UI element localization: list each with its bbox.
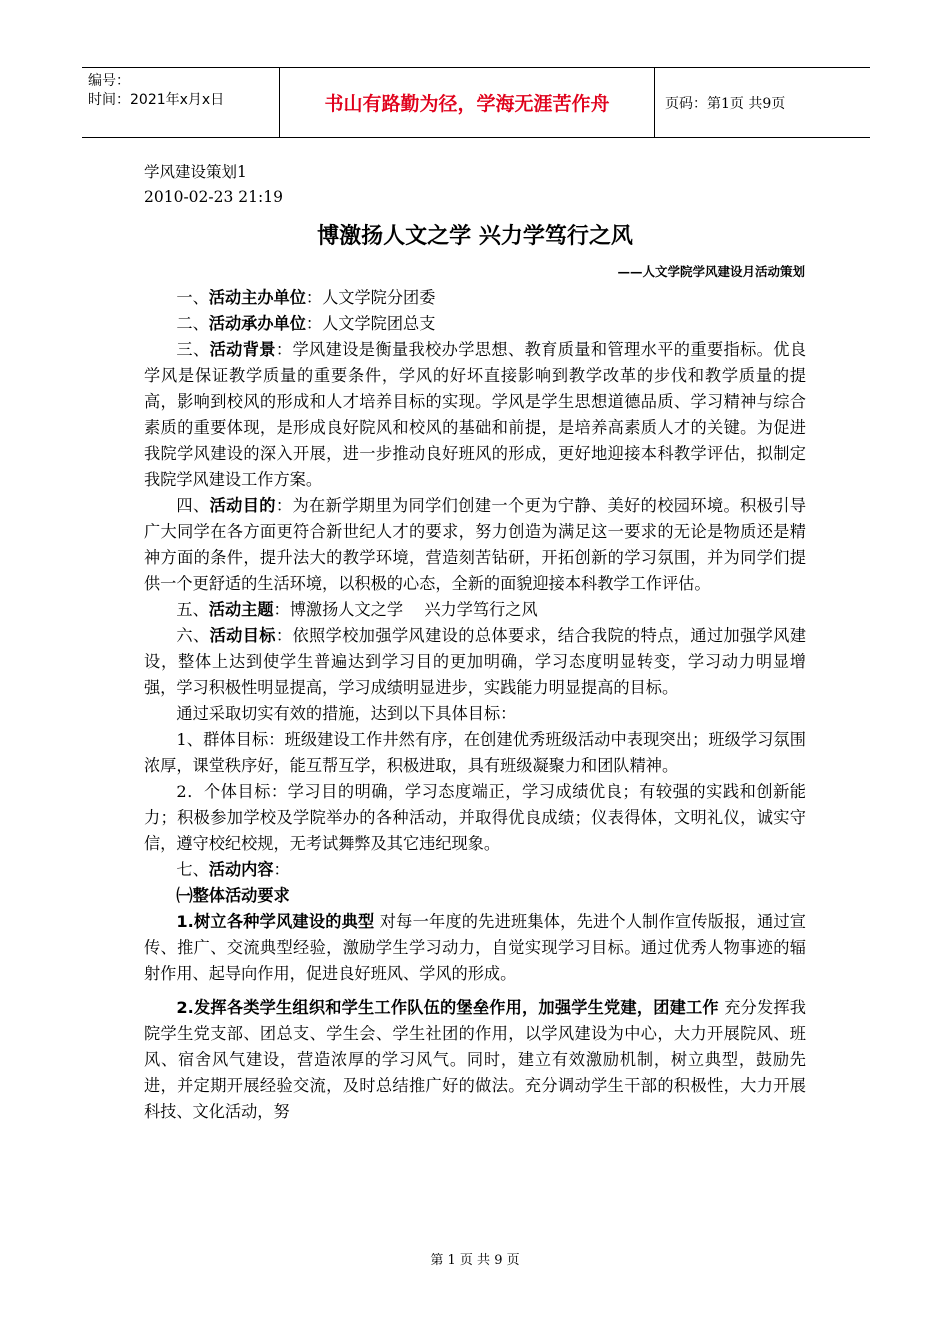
- doc-meta: [144, 160, 283, 210]
- paragraph: 五、活动主题：博激扬人文之学 兴力学笃行之风: [176, 600, 538, 619]
- header-page-label: 页码：第1页 共9页: [665, 95, 786, 112]
- number-label: 编号：: [88, 73, 130, 89]
- header-motto: 书山有路勤为径，学海无涯苦作舟: [280, 68, 655, 137]
- paragraph: 六、活动目标：依照学校加强学风建设的总体要求，结合我院的特点，通过加强学风建设，整体上达到使学生普遍达到学习目的更加明确，学习态度明显转变，学习动力明显增强，学习积极性明显提高，学习成绩明显进步，实践能力明显提高的目标。: [144, 626, 807, 697]
- meta-date: 2010-02-23 21:19: [144, 188, 283, 206]
- paragraph: 2．个体目标：学习目的明确，学习态度端正，学习成绩优良；有较强的实践和创新能力；积极参加学校及学院举办的各种活动，并取得优良成绩；仪表得体，文明礼仪，诚实守信，遵守校纪校规，无考试舞弊及其它违纪现象。: [144, 782, 806, 853]
- paragraph: 2.发挥各类学生组织和学生工作队伍的堡垒作用，加强学生党建，团建工作 充分发挥我院学生党支部、团总支、学生会、学生社团的作用，以学风建设为中心，大力开展院风、班风、宿舍风气建设，营造浓厚的学习风气。同时，建立有效激励机制，树立典型，鼓励先进，并定期开展经验交流，及时总结推广好的做法。充分调动学生干部的积极性，大力开展科技、文化活动，努: [144, 998, 806, 1121]
- document-body: [144, 285, 806, 1125]
- page-footer: 第 1 页 共 9 页: [430, 1253, 520, 1268]
- paragraph: 七、活动内容：: [176, 860, 290, 879]
- meta-title: 学风建设策划1: [144, 163, 247, 181]
- time-label: 时间：2021年x月x日: [88, 92, 225, 108]
- paragraph: 1、群体目标：班级建设工作井然有序，在创建优秀班级活动中表现突出；班级学习氛围浓厚，课堂秩序好，能互帮互学，积极进取，具有班级凝聚力和团队精神。: [144, 730, 806, 775]
- paragraph: 通过采取切实有效的措施，达到以下具体目标：: [176, 704, 517, 723]
- paragraph: 三、活动背景：学风建设是衡量我校办学思想、教育质量和管理水平的重要指标。优良学风是保证教学质量的重要条件，学风的好坏直接影响到教学改革的步伐和教学质量的提高，影响到校风的形成和人才培养目标的实现。学风是学生思想道德品质、学习精神与综合素质的重要体现，是形成良好院风和校风的基础和前提，是培养高素质人才的关键。为促进我院学风建设的深入开展，进一步推动良好班风的形成，更好地迎接本科教学评估，拟制定我院学风建设工作方案。: [144, 340, 807, 489]
- paragraph: 1.树立各种学风建设的典型 对每一年度的先进班集体，先进个人制作宣传版报，通过宣传、推广、交流典型经验，激励学生学习动力，自觉实现学习目标。通过优秀人物事迹的辐射作用、起导向作用，促进良好班风、学风的形成。: [144, 912, 806, 983]
- document-title: 博激扬人文之学 兴力学笃行之风: [317, 224, 633, 249]
- header-info: [82, 68, 280, 137]
- paragraph: 二、活动承办单位：人文学院团总支: [176, 314, 436, 333]
- page-header: [82, 67, 870, 138]
- section-heading: ㈠整体活动要求: [176, 886, 290, 905]
- document-subtitle: ——人文学院学风建设月活动策划: [617, 264, 805, 279]
- paragraph: 一、活动主办单位：人文学院分团委: [176, 288, 436, 307]
- paragraph: 四、活动目的：为在新学期里为同学们创建一个更为宁静、美好的校园环境。积极引导广大同学在各方面更符合新世纪人才的要求，努力创造为满足这一要求的无论是物质还是精神方面的条件，提升法大的教学环境，营造刻苦钻研，开拓创新的学习氛围，并为同学们提供一个更舒适的生活环境，以积极的心态，全新的面貌迎接本科教学工作评估。: [144, 496, 807, 593]
